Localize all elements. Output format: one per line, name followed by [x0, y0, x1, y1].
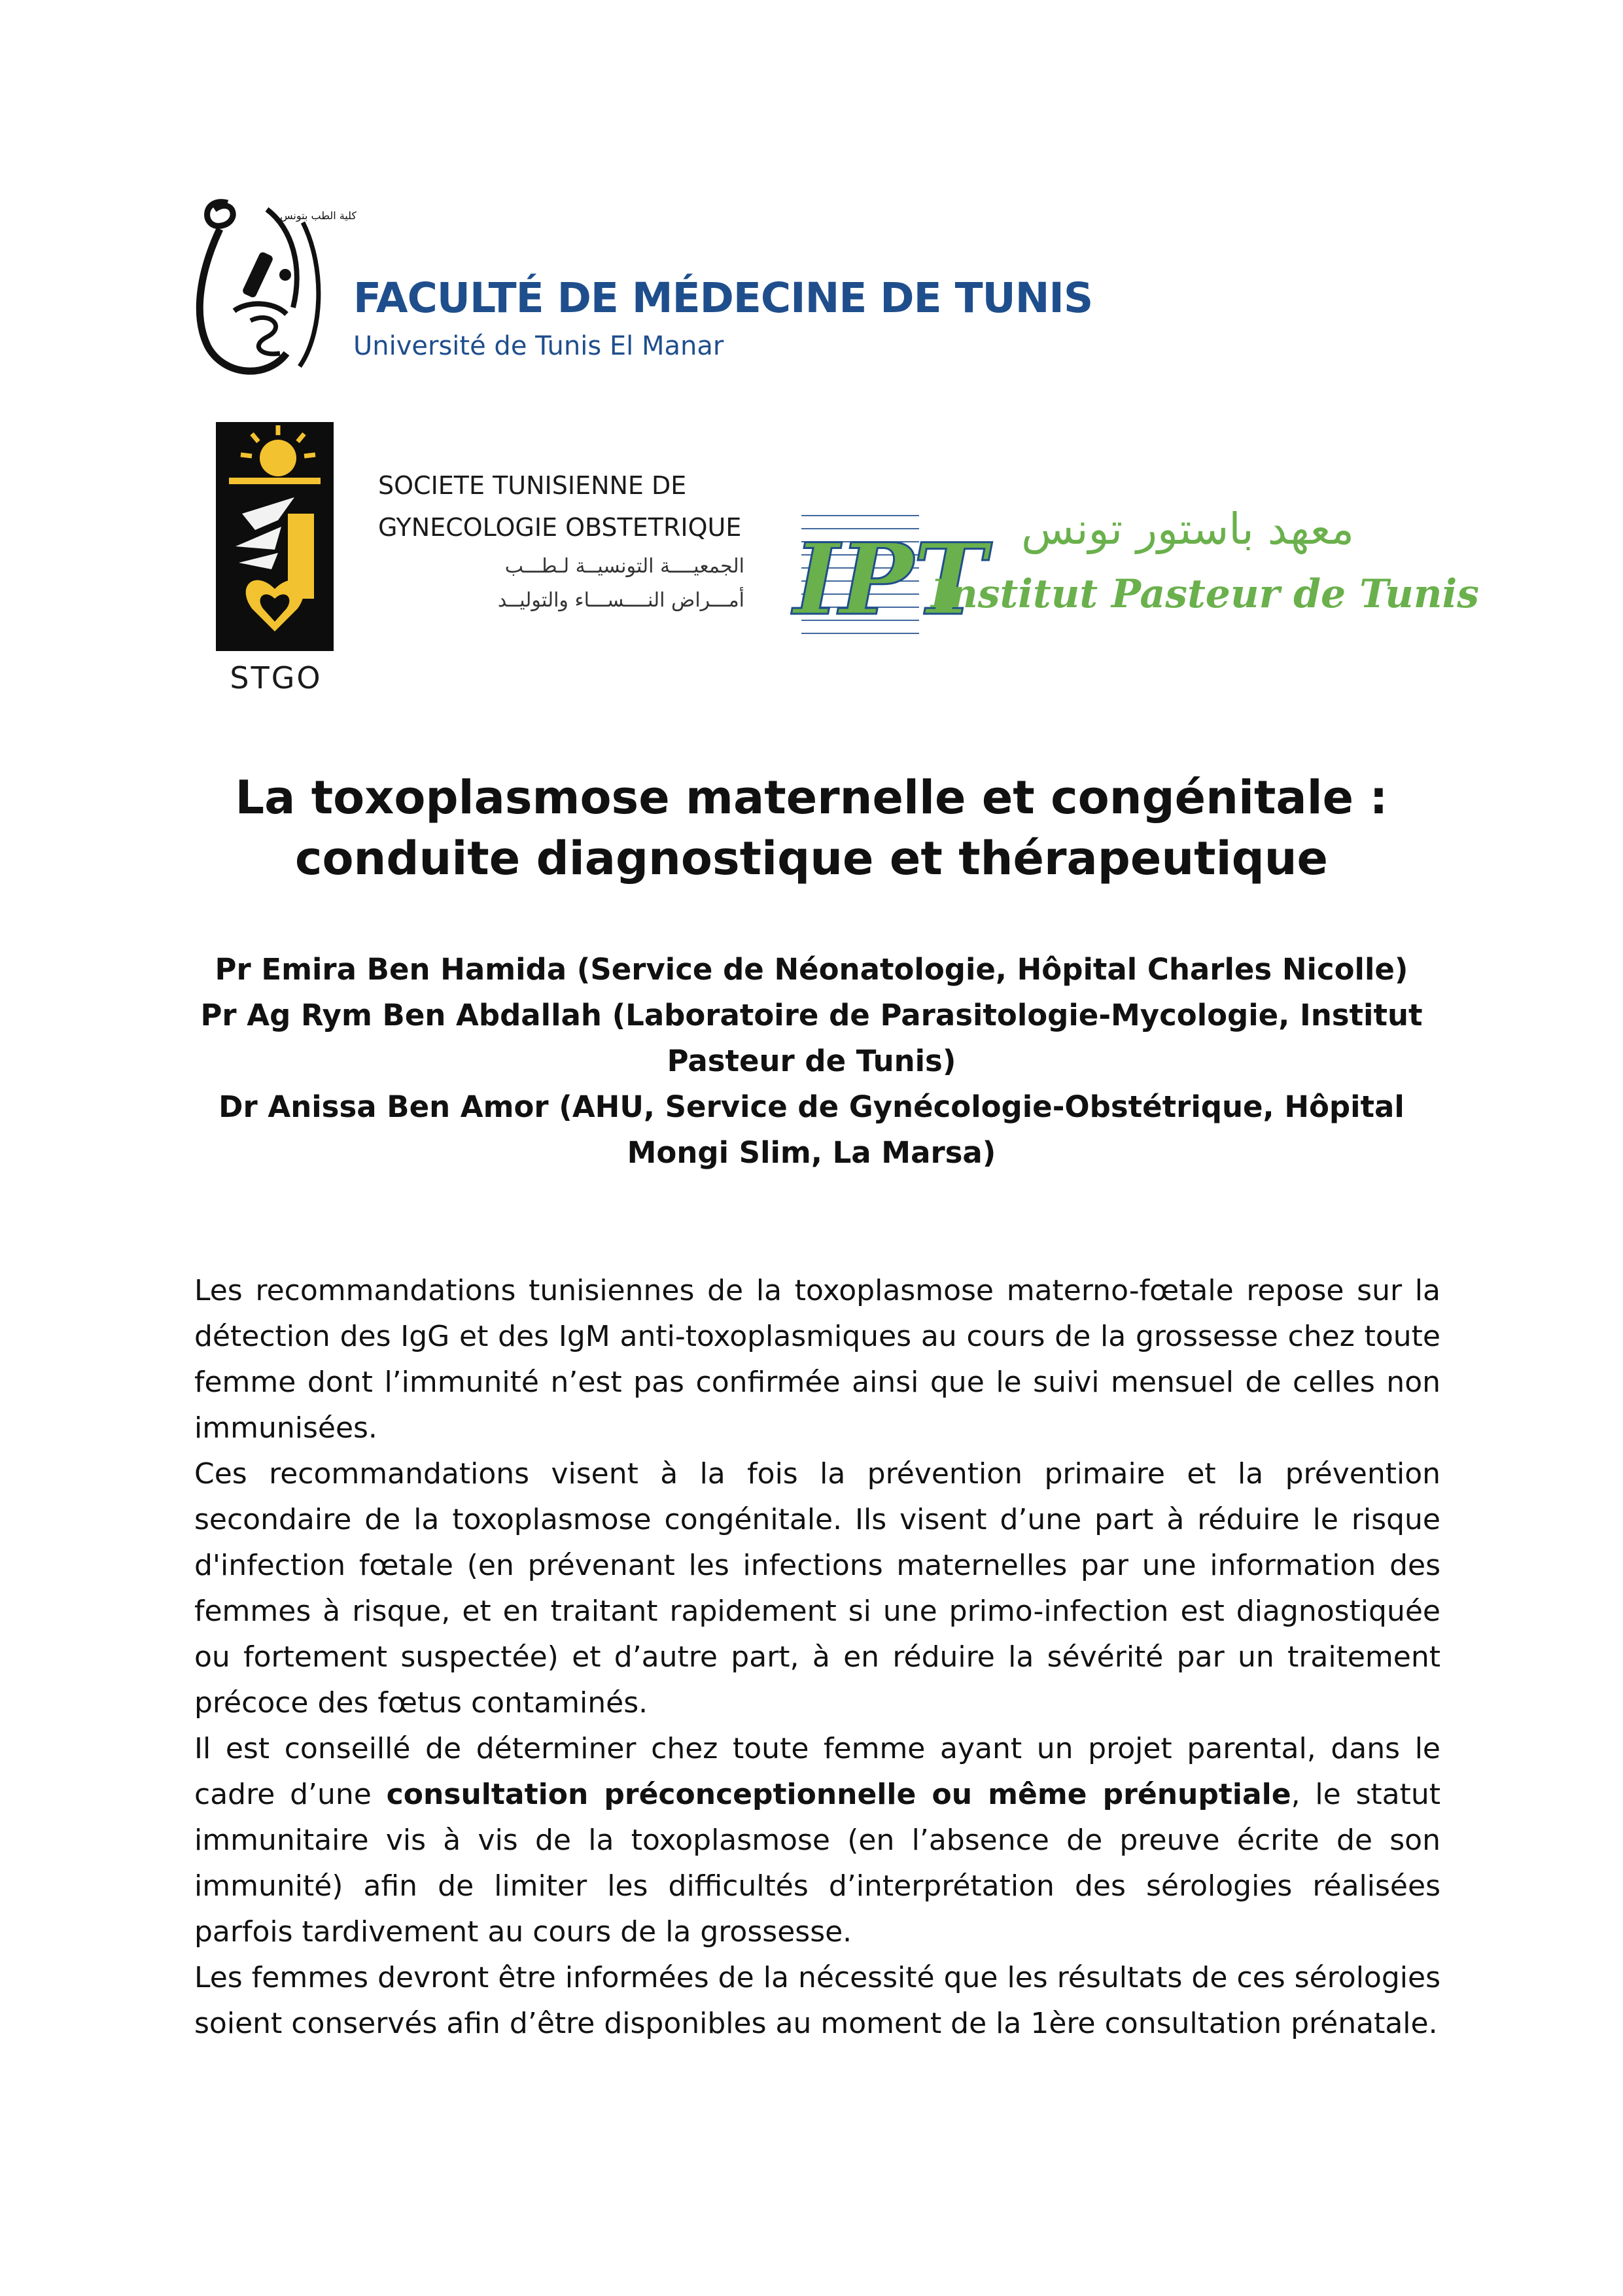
stgo-caption: STGO: [230, 660, 323, 696]
paragraph-2: Ces recommandations visent à la fois la prévention primaire et la prévention secondaire de la toxoplasmose congénitale. Ils visent d’une part à réduire le risque d'infection fœtale (en prévenant les infections maternelles par une information des femmes à risque, et en traitant rapidement si une primo-infection est diagnostiquée ou fortement suspectée) et d’autre part, à en réduire la sévérité par un traitement précoce des fœtus contaminés.: [194, 1457, 1440, 1720]
paragraph-3: [194, 1726, 1440, 1955]
author-line: Pr Emira Ben Hamida (Service de Néonatologie, Hôpital Charles Nicolle): [215, 952, 1408, 987]
stgo-arabic-1: الجمعيــــة التونسيــة لـطـــب: [504, 555, 744, 578]
stgo-arabic-2: أمـــراض النــــســـاء والتوليــد: [497, 589, 744, 612]
faculte-title: FACULTÉ DE MÉDECINE DE TUNIS: [353, 274, 1093, 322]
stgo-line-2: GYNECOLOGIE OBSTETRIQUE: [378, 513, 742, 542]
author-line: Pr Ag Rym Ben Abdallah (Laboratoire de Parasitologie-Mycologie, Institut: [200, 998, 1423, 1033]
ipt-name: Institut Pasteur de Tunis: [931, 571, 1480, 617]
svg-text:كلية الطب بتونس: كلية الطب بتونس: [280, 209, 357, 222]
paragraph-3-start: Il est conseillé de déterminer chez toute femme ayant un projet parental, dans le cadre d’une: [194, 1732, 1440, 1811]
body-text: [194, 1268, 1440, 2047]
paragraph-1: Les recommandations tunisiennes de la toxoplasmose materno-fœtale repose sur la détection des IgG et des IgM anti-toxoplasmiques au cours de la grossesse chez toute femme dont l’immunité n’est pas confirmée ainsi que le suivi mensuel de celles non immunisées.: [194, 1274, 1440, 1445]
faculte-subtitle: Université de Tunis El Manar: [353, 331, 724, 361]
stgo-logo: [216, 422, 792, 697]
stgo-emblem-icon: [216, 422, 334, 651]
faculte-emblem-icon: [188, 190, 357, 380]
paragraph-3-end: , le statut immunitaire vis à vis de la toxoplasmose (en l’absence de preuve écrite de son immunité) afin de limiter les difficultés d’interprétation des sérologies réalisées parfois tardivement au cours de la grossesse.: [194, 1778, 1440, 1949]
author-line: Dr Anissa Ben Amor (AHU, Service de Gynécologie-Obstétrique, Hôpital: [218, 1089, 1405, 1124]
paragraph-3-emphasis: consultation préconceptionnelle ou même prénuptiale: [386, 1778, 1291, 1811]
author-line: Pasteur de Tunis): [667, 1044, 956, 1078]
faculte-medecine-logo: [188, 190, 1104, 380]
stgo-line-1: SOCIETE TUNISIENNE DE: [378, 471, 687, 500]
document-title-line-2: conduite diagnostique et thérapeutique: [294, 832, 1329, 885]
paragraph-4: Les femmes devront être informées de la nécessité que les résultats de ces sérologies soient conservés afin d’être disponibles au moment de la 1ère consultation prénatale.: [194, 1961, 1440, 2040]
author-line: Mongi Slim, La Marsa): [627, 1135, 996, 1170]
ipt-arabic-name: معهد باستور تونس: [1021, 504, 1354, 554]
document-title-line-1: La toxoplasmose maternelle et congénitale :: [235, 771, 1388, 824]
ipt-mark-icon: [788, 503, 986, 643]
svg-text:IPT: IPT: [794, 522, 986, 637]
institut-pasteur-logo: [788, 503, 1480, 643]
authors-block: [190, 947, 1433, 1176]
